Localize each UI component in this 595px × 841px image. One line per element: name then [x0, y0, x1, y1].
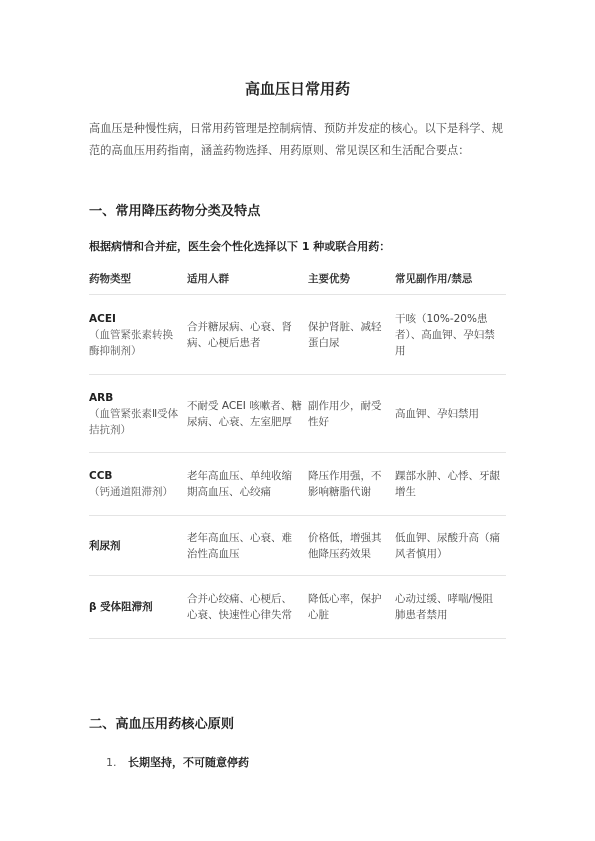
drug-full-name: （钙通道阻滞剂）	[89, 486, 173, 498]
advantage-cell: 降低心率，保护心脏	[308, 576, 395, 639]
drug-type-cell	[89, 375, 187, 453]
drug-full-name: （血管紧张素Ⅱ受体拮抗剂）	[89, 407, 179, 436]
document-title: 高血压日常用药	[244, 80, 350, 98]
population-cell: 老年高血压、单纯收缩期高血压、心绞痛	[187, 453, 308, 516]
table-row	[89, 576, 506, 639]
advantage-cell: 降压作用强，不影响糖脂代谢	[308, 453, 395, 516]
population-cell: 老年高血压、心衰、难治性高血压	[187, 516, 308, 576]
list-item	[106, 754, 249, 770]
drug-name: ACEI	[89, 312, 116, 325]
section-lead-text: 根据病情和合并症，医生会个性化选择以下 1 种或联合用药：	[89, 240, 391, 253]
drug-name: ARB	[89, 391, 114, 404]
side-effects-cell: 低血钾、尿酸升高（痛风者慎用）	[395, 516, 506, 576]
population-cell: 不耐受 ACEI 咳嗽者、糖尿病、心衰、左室肥厚	[187, 375, 308, 453]
advantage-cell: 保护肾脏、减轻蛋白尿	[308, 295, 395, 375]
table-row	[89, 375, 506, 453]
drug-type-cell	[89, 295, 187, 375]
section-heading-drug-classes: 一、常用降压药物分类及特点	[89, 204, 261, 219]
drug-type-cell	[89, 576, 187, 639]
side-effects-cell: 高血钾、孕妇禁用	[395, 375, 506, 453]
drug-name: 利尿剂	[89, 539, 121, 552]
table-row	[89, 516, 506, 576]
drug-classes-table	[89, 264, 506, 639]
side-effects-cell: 踝部水肿、心悸、牙龈增生	[395, 453, 506, 516]
table-header-cell: 适用人群	[187, 264, 308, 295]
drug-name: β 受体阻滞剂	[89, 601, 153, 613]
drug-name: CCB	[89, 470, 113, 482]
table-row	[89, 295, 506, 375]
advantage-cell: 价格低，增强其他降压药效果	[308, 516, 395, 576]
section-heading-principles: 二、高血压用药核心原则	[89, 717, 235, 732]
list-item-text: 长期坚持，不可随意停药	[128, 756, 249, 769]
intro-paragraph: 高血压是种慢性病，日常用药管理是控制病情、预防并发症的核心。以下是科学、规范的高血压用药指南，涵盖药物选择、用药原则、常见误区和生活配合要点：	[89, 122, 503, 157]
table-header-cell: 常见副作用/禁忌	[395, 264, 506, 295]
side-effects-cell: 心动过缓、哮喘/慢阻肺患者禁用	[395, 576, 506, 639]
table-row	[89, 453, 506, 516]
drug-full-name: （血管紧张素转换酶抑制剂）	[89, 328, 173, 357]
table-header-cell: 药物类型	[89, 264, 187, 295]
drug-type-cell	[89, 516, 187, 576]
side-effects-cell: 干咳（10%-20%患者）、高血钾、孕妇禁用	[395, 295, 506, 375]
drug-type-cell	[89, 453, 187, 516]
table-header-row	[89, 264, 506, 295]
table-header-cell: 主要优势	[308, 264, 395, 295]
advantage-cell: 副作用少，耐受性好	[308, 375, 395, 453]
population-cell: 合并心绞痛、心梗后、心衰、快速性心律失常	[187, 576, 308, 639]
list-item-number: 1.	[106, 756, 117, 769]
population-cell: 合并糖尿病、心衰、肾病、心梗后患者	[187, 295, 308, 375]
